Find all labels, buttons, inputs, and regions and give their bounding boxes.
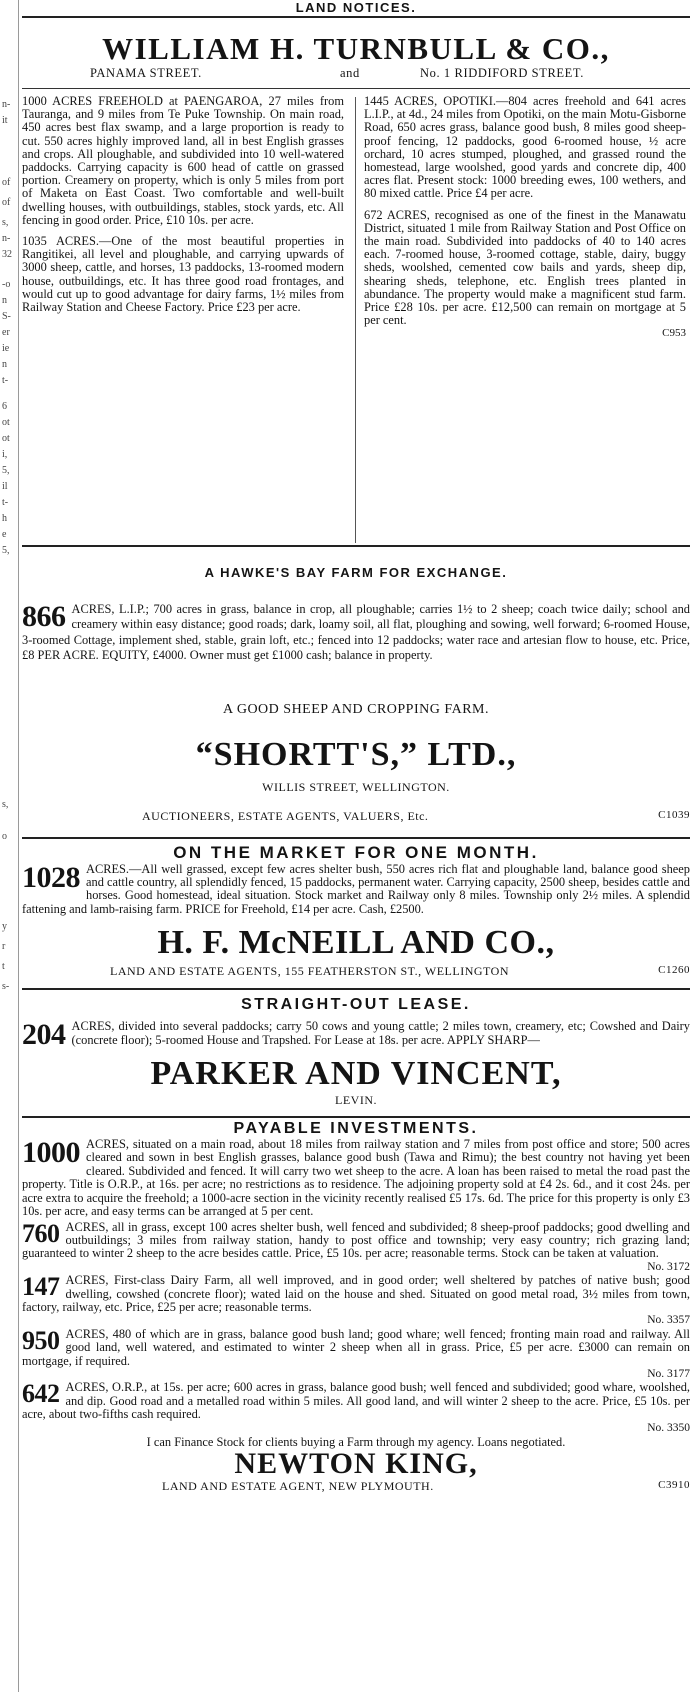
- bleed-text: 32: [2, 249, 12, 260]
- bleed-text: of: [2, 197, 11, 208]
- divider: [22, 1116, 690, 1118]
- mcneill-code: C1260: [658, 964, 690, 977]
- bleed-text: y: [2, 921, 7, 932]
- newton-text: ACRES, situated on a main road, about 18 miles from railway station and 7 miles from post office and store; 500 acres cleared and sown in best English grasses, balance good bush (Tawa and Rimu); the best country not having yet been cleared. Subdivided and fenced. It will carry two wet sheep to the acre. A loan has been raised to metal the road past the property. Title is O.R.P., at 16s. per acre; no restrictions as to residence. The adjoining property sold at £4 2s. 6d., and it cost 24s. per acre extra to acquire the freehold; a 1000-acre section in the vicinity recently realised £5 17s. 6d. The price for this property is only £3 10s. per acre, and easy terms can be arranged at 5 per cent.: [22, 1137, 690, 1219]
- turnbull-left-column: [22, 95, 344, 322]
- bleed-text: n-: [2, 99, 11, 110]
- newton-listing: [22, 1325, 690, 1382]
- turnbull-address: [22, 66, 690, 83]
- bleed-text: ie: [2, 343, 10, 354]
- bleed-text: s-: [2, 981, 10, 992]
- newton-finance-line: I can Finance Stock for clients buying a Farm through my agency. Loans negotiated.: [146, 1435, 566, 1449]
- shortts-subheading: A GOOD SHEEP AND CROPPING FARM.: [223, 701, 489, 717]
- parker-firm-name: PARKER AND VINCENT,: [150, 1055, 562, 1093]
- shortts-tagline: AUCTIONEERS, ESTATE AGENTS, VALUERS, Etc.: [142, 808, 429, 823]
- newton-heading: PAYABLE INVESTMENTS.: [233, 1120, 479, 1138]
- newton-tagline-row: [22, 1479, 690, 1495]
- hawkes-bay-advertisement: [22, 565, 690, 664]
- newton-listing: [22, 1274, 690, 1328]
- divider: [22, 545, 690, 547]
- turnbull-address-left: PANAMA STREET.: [90, 66, 202, 80]
- turnbull-address-and: and: [340, 66, 360, 80]
- turnbull-right-column: [364, 95, 686, 341]
- bleed-text: il: [2, 481, 8, 492]
- parker-acreage: 204: [22, 1018, 66, 1052]
- listing-manawatu: 672 ACRES, recognised as one of the finest in the Manawatu District, situated 1 mile from Railway Station and Post Office on the main road. Subdivided into paddocks of 40 to 140 acres each. 7-roomed house, 3-roomed cottage, stable, dairy, buggy sheds, woolshed, cemented cow bails and yards, sheep dip, shearing sheds, telephone, etc. English trees planted in abundance. The property would make a magnificent stud farm. Price £28 10s. per acre. £12,500 can remain on mortgage at 5 per cent.: [364, 207, 686, 328]
- bleed-text: er: [2, 327, 10, 338]
- shortts-code: C1039: [658, 808, 690, 821]
- land-notices-column: [22, 0, 690, 1692]
- newton-ref: No. 3350: [647, 1421, 690, 1434]
- listing-opotiki: 1445 ACRES, OPOTIKI.—804 acres freehold and 641 acres L.I.P., at 4d., 24 miles from Opotiki, on the main Motu-Gisborne Road, 650 acres grass, balance good bush, 8 miles good sheep-proof fencing, 12 paddocks, good 6-roomed house, ½ acre orchard, 10 acres stumped, ploughed, and grassed round the homestead, large woolshed, good yards and concrete dip, 400 acres flat. Present stock: 1000 breeding ewes, 100 wethers, and 80 mixed cattle. Price £4 per acre.: [364, 94, 686, 201]
- bleed-text: ot: [2, 433, 10, 444]
- bleed-text: s,: [2, 799, 9, 810]
- turnbull-firm-name: WILLIAM H. TURNBULL & CO.,: [102, 31, 610, 66]
- bleed-text: t-: [2, 375, 9, 386]
- parker-location: LEVIN.: [335, 1093, 377, 1108]
- turnbull-advertisement: [22, 32, 690, 547]
- divider: [22, 988, 690, 990]
- newton-text: ACRES, all in grass, except 100 acres shelter bush, well fenced and subdivided; 8 sheep-proof paddocks; good dwelling and outbuildings; 3 miles from railway station, handy to post office and township; very easy country; rich grazing land; guaranteed to winter 2 sheep to the acre besides cattle. Price, £5 10s. per acre; reasonable terms. Stock can be taken at valuation.: [22, 1219, 690, 1261]
- bleed-text: n: [2, 295, 7, 306]
- parker-body: [22, 1018, 690, 1052]
- hawkes-bay-text: ACRES, L.I.P.; 700 acres in grass, balance in crop, all ploughable; carries 1½ to 2 sheep; coach twice daily; school and creamery within easy distance; good roads; dark, loamy soil, all flat, ploughing and sowing, well forward; 6-roomed House, 3-roomed Cottage, implement shed, stable, grain loft, etc.; fenced into 12 paddocks; water race and artesian flow to house, etc. Price, £8 PER ACRE. EQUITY, £4000. Owner must get £1000 cash; balance in property.: [22, 602, 690, 663]
- newton-acreage: 950: [22, 1325, 60, 1355]
- bleed-text: t-: [2, 497, 9, 508]
- hawkes-bay-body: [22, 602, 690, 664]
- bleed-text: ot: [2, 417, 10, 428]
- bleed-text: 5,: [2, 465, 10, 476]
- bleed-text: of: [2, 177, 11, 188]
- bleed-text: 6: [2, 401, 7, 412]
- section-header: LAND NOTICES.: [22, 0, 690, 18]
- bleed-text: e: [2, 529, 7, 540]
- bleed-text: it: [2, 115, 8, 126]
- shortts-tagline-row: [22, 809, 690, 825]
- newton-ref: No. 3357: [647, 1314, 690, 1327]
- mcneill-body: [22, 860, 690, 917]
- newton-acreage: 760: [22, 1218, 60, 1248]
- newton-ref: No. 3172: [647, 1260, 690, 1273]
- parker-heading: STRAIGHT-OUT LEASE.: [241, 996, 471, 1014]
- newton-text: ACRES, First-class Dairy Farm, all well improved, and in good order; well sheltered by patches of native bush; good dwelling, cowshed (concrete floor); wated laid on the house and shed. Situated on good metal road, 3½ miles from town, factory, railway, etc. Price, £25 per acre; reasonable terms.: [22, 1273, 690, 1314]
- adjacent-column-fragment: [0, 0, 19, 1692]
- mcneill-text: ACRES.—All well grassed, except few acres shelter bush, 550 acres rich flat and ploughable land, balance good sheep and cattle country, all splendidly fenced, 15 paddocks, permanent water. Carrying capacity, 2500 sheep, besides cattle and horses. Good homestead, ideal situation. Stock market and Railway only 8 miles. Township only 2½ miles. A splendid fattening and lamb-raising farm. PRICE for Freehold, £14 per acre. Cash, £2500.: [22, 861, 690, 916]
- mcneill-acreage: 1028: [22, 860, 80, 894]
- shortts-firm-name: “SHORTT'S,” LTD.,: [195, 735, 517, 773]
- newton-acreage: 1000: [22, 1136, 80, 1170]
- newton-firm-name: NEWTON KING,: [234, 1447, 478, 1480]
- parker-text: ACRES, divided into several paddocks; carry 50 cows and young cattle; 2 miles town, creamery, etc; Cowshed and Dairy (concrete floor); 5-roomed House and Trapshed. For Lease at 18s. per acre. APPLY SHARP—: [71, 1019, 690, 1047]
- shortts-advertisement: [22, 702, 690, 839]
- mcneill-advertisement: [22, 843, 690, 991]
- bleed-text: n-: [2, 233, 11, 244]
- divider: [22, 837, 690, 839]
- newton-text: ACRES, O.R.P., at 15s. per acre; 600 acres in grass, balance good bush; well fenced and subdivided; good whare, woolshed, and dip. Good road and a metalled road within 5 miles. All good land, and will winter 2 sheep to the acre. Price, £5 10s. per acre, about two-fifths cash required.: [22, 1380, 690, 1422]
- newton-code: C3910: [658, 1479, 690, 1491]
- mcneill-firm-name: H. F. McNEILL AND CO.,: [157, 924, 555, 962]
- bleed-text: h: [2, 513, 7, 524]
- turnbull-address-right: No. 1 RIDDIFORD STREET.: [420, 66, 584, 80]
- shortts-address: WILLIS STREET, WELLINGTON.: [262, 779, 450, 794]
- newton-listing: [22, 1218, 690, 1275]
- parker-advertisement: [22, 996, 690, 1118]
- bleed-text: i,: [2, 449, 8, 460]
- hawkes-bay-heading: A HAWKE'S BAY FARM FOR EXCHANGE.: [204, 565, 508, 580]
- newton-king-advertisement: [22, 1120, 690, 1495]
- newton-ref: No. 3177: [647, 1367, 690, 1380]
- bleed-text: o: [2, 831, 7, 842]
- turnbull-code: C953: [662, 327, 686, 340]
- bleed-text: r: [2, 941, 6, 952]
- newton-acreage: 642: [22, 1379, 60, 1409]
- mcneill-tagline: LAND AND ESTATE AGENTS, 155 FEATHERSTON ST., WELLINGTON: [110, 964, 509, 979]
- newton-text: ACRES, 480 of which are in grass, balance good bush land; good whare; well fenced; fronting main road and railway. All good land, well watered, and estimated to winter 2 sheep when all in grass. Price, £5 per acre. £3000 can remain on mortgage, if required.: [22, 1326, 690, 1368]
- newton-listing: [22, 1381, 690, 1435]
- bleed-text: t: [2, 961, 5, 972]
- bleed-text: n: [2, 359, 7, 370]
- column-divider: [355, 97, 356, 543]
- hawkes-bay-acreage: 866: [22, 600, 66, 633]
- mcneill-heading: ON THE MARKET FOR ONE MONTH.: [173, 842, 539, 862]
- listing-paengaroa: 1000 ACRES FREEHOLD at PAENGAROA, 27 miles from Tauranga, and 9 miles from Te Puke Township. On main road, 450 acres best flax swamp, and a large proportion is ready to cut. 550 acres highly improved land, all in best English grasses and crops. All ploughable, and subdivided into 10 well-watered paddocks. Carrying capacity is 600 head of cattle on grassed portion. Creamery on property, which is only 5 miles from port of Maketa on East Coast. Two comfortable and well-built dwelling houses, with outbuildings, stables, stock yards, etc. All fencing in good order. Price, £10 10s. per acre.: [22, 94, 344, 227]
- newton-acreage: 147: [22, 1272, 60, 1302]
- newton-tagline: LAND AND ESTATE AGENT, NEW PLYMOUTH.: [162, 1479, 434, 1493]
- turnbull-listings: [22, 95, 690, 545]
- bleed-text: s,: [2, 217, 9, 228]
- newton-listing: [22, 1138, 690, 1218]
- bleed-text: 5,: [2, 545, 10, 556]
- listing-rangitikei: 1035 ACRES.—One of the most beautiful properties in Rangitikei, all level and ploughable, and carrying upwards of 3000 sheep, cattle, and horses, 13 paddocks, 13-roomed modern house, outbuildings, etc. It has three good road frontages, and would cut up to good advantage for dairy farms, 1½ miles from Railway Station and Cheese Factory. Price £23 per acre.: [22, 234, 344, 315]
- bleed-text: -o: [2, 279, 11, 290]
- mcneill-tagline-row: [22, 964, 690, 980]
- divider: [22, 88, 690, 89]
- bleed-text: S-: [2, 311, 11, 322]
